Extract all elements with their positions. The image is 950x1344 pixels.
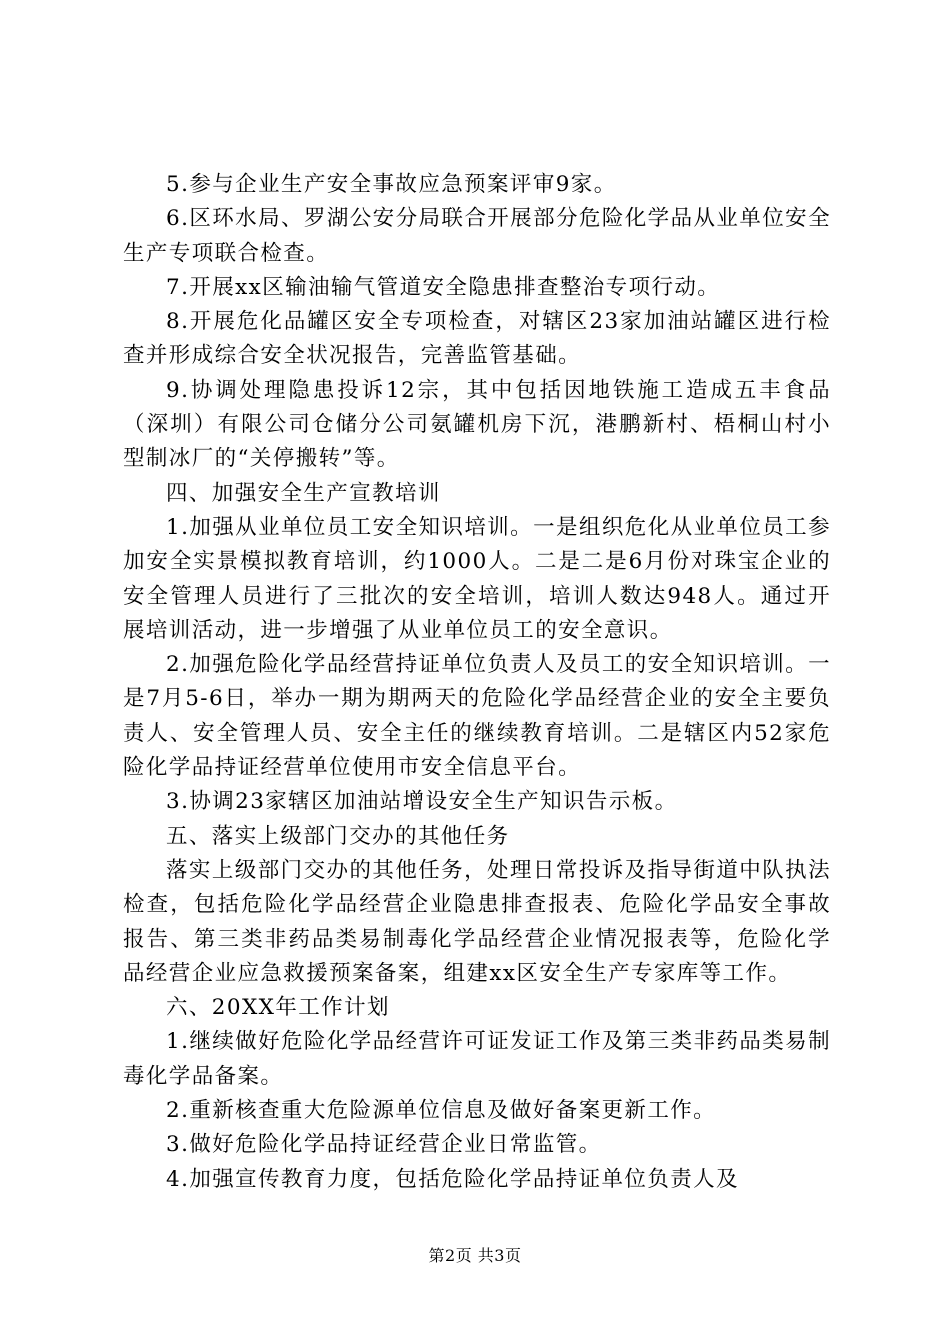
list-item: 2.加强危险化学品经营持证单位负责人及员工的安全知识培训。一是7月5-6日，举办一期为期两天的危险化学品经营企业的安全主要负责人、安全管理人员、安全主任的继续教育培训。二是辖区内52家危险化学品持证经营单位使用市安全信息平台。 xyxy=(123,652,831,781)
list-item: 9.协调处理隐患投诉12宗，其中包括因地铁施工造成五丰食品（深圳）有限公司仓储分公司氨罐机房下沉，港鹏新村、梧桐山村小型制冰厂的“关停搬转”等。 xyxy=(123,377,831,472)
list-item: 2.重新核查重大危险源单位信息及做好备案更新工作。 xyxy=(166,1098,717,1124)
list-item: 5.参与企业生产安全事故应急预案评审9家。 xyxy=(166,172,617,197)
body-paragraph: 落实上级部门交办的其他任务，处理日常投诉及指导街道中队执法检查，包括危险化学品经营企业隐患排查报表、危险化学品安全事故报告、第三类非药品类易制毒化学品经营企业情况报表等，危险化学品经营企业应急救援预案备案，组建xx区安全生产专家库等工作。 xyxy=(123,857,831,986)
section-heading: 五、落实上级部门交办的其他任务 xyxy=(166,823,510,849)
section-heading: 四、加强安全生产宣教培训 xyxy=(166,480,441,506)
page-footer: 第2页 共3页 xyxy=(428,1246,522,1265)
list-item: 1.继续做好危险化学品经营许可证发证工作及第三类非药品类易制毒化学品备案。 xyxy=(123,1029,831,1089)
list-item: 1.加强从业单位员工安全知识培训。一是组织危化从业单位员工参加安全实景模拟教育培训，约1000人。二是二是6月份对珠宝企业的安全管理人员进行了三批次的安全培训，培训人数达948人。通过开展培训活动，进一步增强了从业单位员工的安全意识。 xyxy=(123,514,831,643)
list-item: 7.开展xx区输油输气管道安全隐患排查整治专项行动。 xyxy=(166,274,721,300)
document-body xyxy=(123,168,831,1197)
list-item: 6.区环水局、罗湖公安分局联合开展部分危险化学品从业单位安全生产专项联合检查。 xyxy=(123,206,831,266)
list-item: 3.协调23家辖区加油站增设安全生产知识告示板。 xyxy=(166,789,678,815)
list-item: 8.开展危化品罐区安全专项检查，对辖区23家加油站罐区进行检查并形成综合安全状况报告，完善监管基础。 xyxy=(123,309,831,369)
list-item: 4.加强宣传教育力度，包括危险化学品持证单位负责人及 xyxy=(166,1166,739,1192)
list-item: 3.做好危险化学品持证经营企业日常监管。 xyxy=(166,1132,602,1158)
section-heading: 六、20XX年工作计划 xyxy=(166,995,390,1021)
